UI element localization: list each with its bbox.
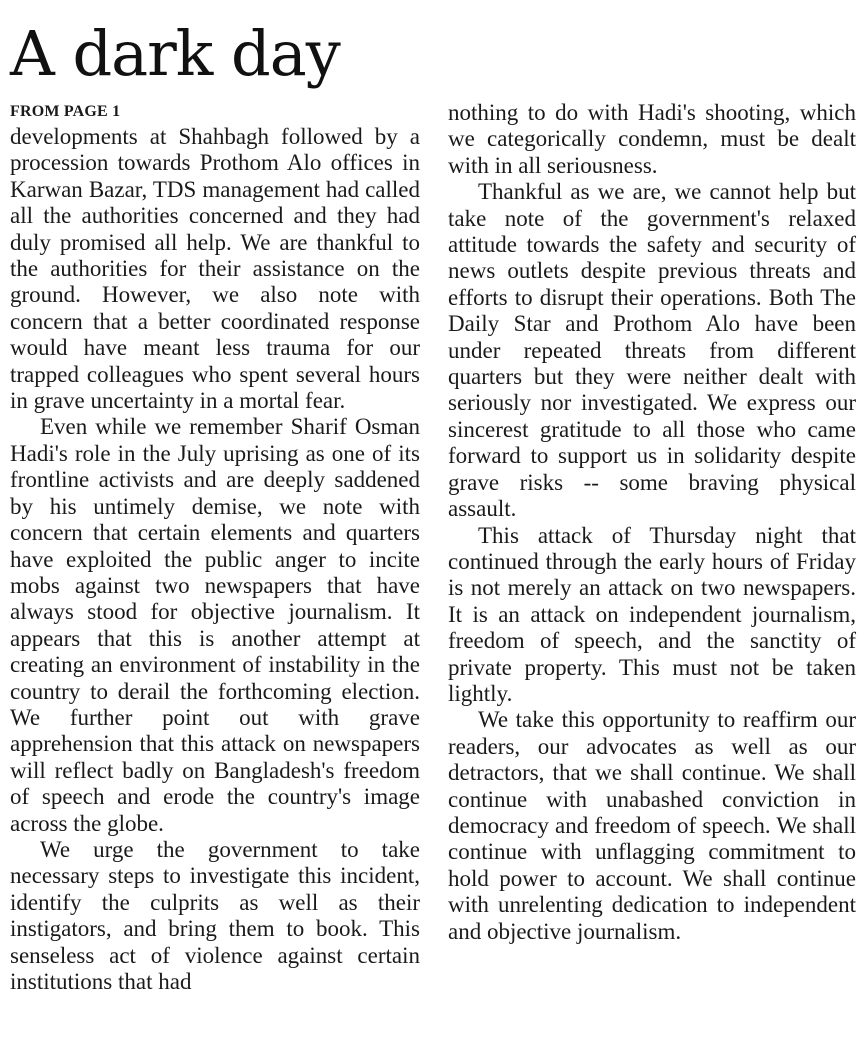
article-column-left — [10, 100, 420, 995]
paragraph: This attack of Thursday night that continued through the early hours of Friday is not merely an attack on two newspapers. It is an attack on independent journalism, freedom of speech, and the sanctity of private property. This must not be taken lightly. — [448, 522, 856, 706]
paragraph: Even while we remember Sharif Osman Hadi's role in the July uprising as one of its frontline activists and are deeply saddened by his untimely demise, we note with concern that certain elements and quarters have exploited the public anger to incite mobs against two newspapers that have always stood for objective journalism. It appears that this is another attempt at creating an environment of instability in the country to derail the forthcoming election. We further point out with grave apprehension that this attack on newspapers will reflect badly on Bangladesh's freedom of speech and erode the country's image across the globe. — [10, 414, 420, 836]
paragraph: We take this opportunity to reaffirm our readers, our advocates as well as our detractors, that we shall continue. We shall continue with unabashed conviction in democracy and freedom of speech. We shall continue with unflagging commitment to hold power to account. We shall continue with unrelenting dedication to independent and objective journalism. — [448, 707, 856, 944]
paragraph: nothing to do with Hadi's shooting, which we categorically condemn, must be dealt with in all seriousness. — [448, 100, 856, 178]
paragraph: We urge the government to take necessary steps to investigate this incident, identify the culprits as well as their instigators, and bring them to book. This senseless act of violence against certain institutions that had — [10, 836, 420, 994]
kicker-from-page-1: FROM PAGE 1 — [10, 103, 121, 120]
paragraph: developments at Shahbagh followed by a procession towards Prothom Alo offices in Karwan Bazar, TDS management had called all the authorities concerned and they had duly promised all help. We are thankful to the authorities for their assistance on the ground. However, we also note with concern that a better coordinated response would have meant less trauma for our trapped colleagues who spent several hours in grave uncertainty in a mortal fear. — [10, 124, 420, 414]
paragraph: Thankful as we are, we cannot help but take note of the government's relaxed attitude towards the safety and security of news outlets despite previous threats and efforts to disrupt their operations. Both The Daily Star and Prothom Alo have been under repeated threats from different quarters but they were neither dealt with seriously nor investigated. We express our sincerest gratitude to all those who came forward to support us in solidarity despite grave risks -- some braving physical assault. — [448, 179, 856, 522]
headline: A dark day — [10, 17, 340, 90]
article-column-right — [448, 100, 856, 945]
